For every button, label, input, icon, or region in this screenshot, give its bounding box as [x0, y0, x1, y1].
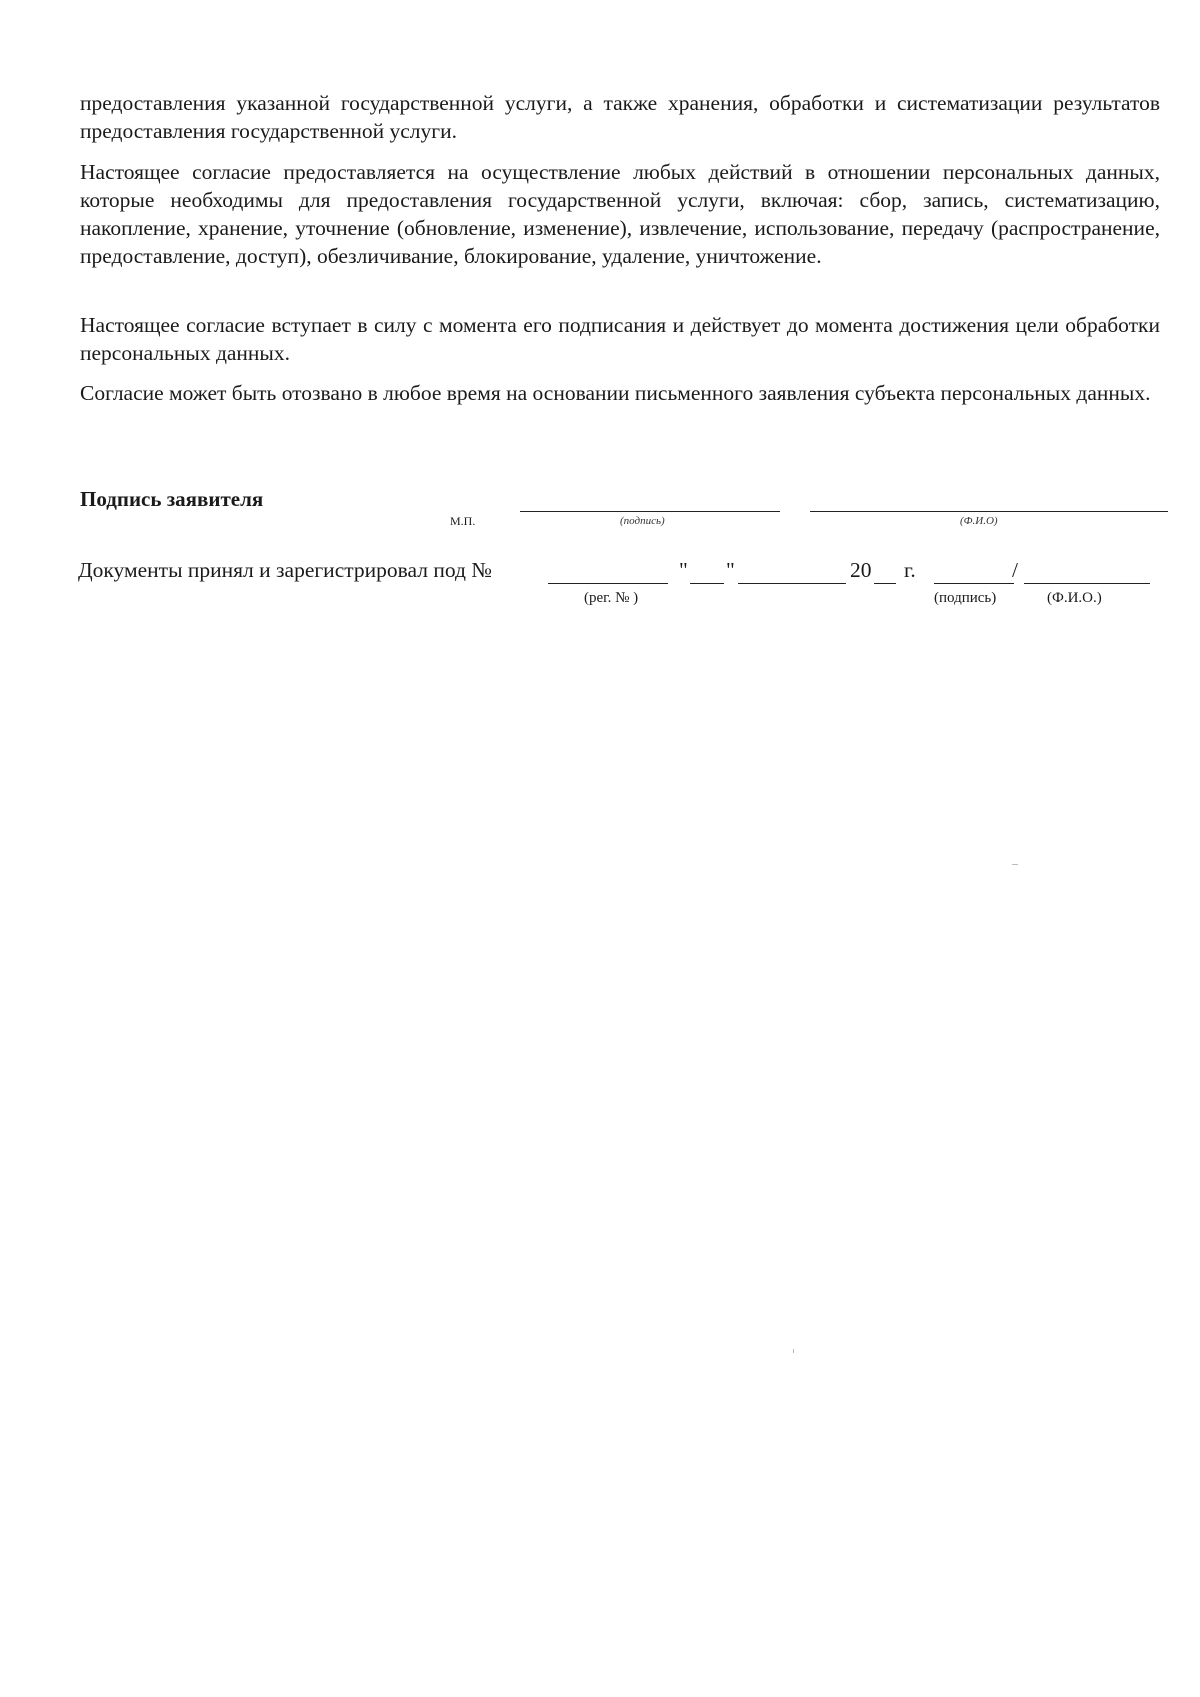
seal-place-label: М.П.	[450, 514, 476, 528]
applicant-signature-title: Подпись заявителя	[80, 487, 264, 511]
applicant-signature-line[interactable]	[520, 511, 780, 512]
paragraph-2: Настоящее согласие предоставляется на осуществление любых действий в отношении персональных данных, которые необходимы для предоставления государственной услуги, включая: сбор, запись, систематизацию, накопление, хранение, уточнение (обновление, изменение), извлечение, использование, передачу (распространение, предоставление, доступ), обезличивание, блокирование, удаление, уничтожение.	[80, 160, 1160, 268]
quote-open: "	[679, 558, 688, 582]
scan-speck	[793, 1349, 794, 1353]
registrar-signature-field[interactable]	[934, 583, 1014, 584]
registrar-signature-caption: (подпись)	[934, 590, 997, 606]
paragraph-1: предоставления указанной государственной услуги, а также хранения, обработки и систематизации результатов предоставления государственной услуги.	[80, 91, 1160, 143]
year-suffix: г.	[904, 558, 916, 582]
year-prefix: 20	[850, 558, 872, 582]
reg-number-field[interactable]	[548, 583, 668, 584]
applicant-name-caption: (Ф.И.О)	[960, 515, 998, 527]
paragraph-3: Настоящее согласие вступает в силу с момента его подписания и действует до момента достижения цели обработки персональных данных.	[80, 313, 1160, 365]
paragraph-4: Согласие может быть отозвано в любое время на основании письменного заявления субъекта персональных данных.	[80, 381, 1151, 405]
quote-close: "	[726, 558, 735, 582]
reg-number-caption: (рег. № )	[584, 590, 639, 606]
day-field[interactable]	[690, 583, 724, 584]
applicant-signature-caption: (подпись)	[620, 515, 665, 527]
registrar-name-field[interactable]	[1024, 583, 1150, 584]
month-field[interactable]	[738, 583, 846, 584]
applicant-name-line[interactable]	[810, 511, 1168, 512]
slash: /	[1012, 558, 1018, 582]
scan-speck	[1012, 864, 1018, 865]
registrar-name-caption: (Ф.И.О.)	[1047, 590, 1102, 606]
year-field[interactable]	[874, 583, 896, 584]
registration-text: Документы принял и зарегистрировал под №	[78, 558, 492, 582]
